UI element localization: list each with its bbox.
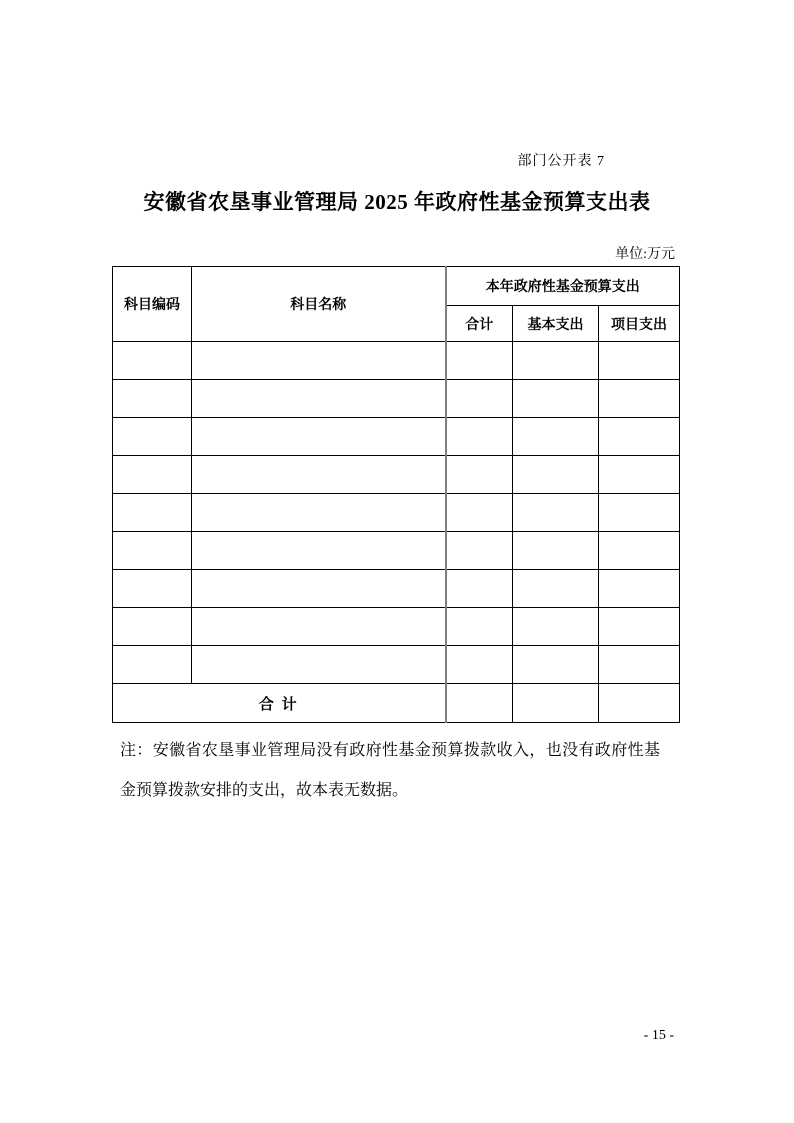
table-cell — [113, 456, 192, 494]
budget-table — [112, 266, 680, 723]
total-label-cell: 合 计 — [113, 684, 446, 723]
page-title: 安徽省农垦事业管理局 2025 年政府性基金预算支出表 — [143, 190, 651, 214]
table-cell — [513, 646, 599, 684]
table-cell — [446, 494, 513, 532]
table-cell — [446, 380, 513, 418]
table-cell — [513, 532, 599, 570]
table-cell — [599, 494, 680, 532]
table-cell — [192, 380, 446, 418]
table-cell — [113, 646, 192, 684]
table-cell — [446, 342, 513, 380]
table-cell — [446, 646, 513, 684]
table-body — [113, 342, 680, 684]
header-subject-name: 科目名称 — [192, 267, 446, 342]
table-cell — [513, 418, 599, 456]
table-cell — [113, 494, 192, 532]
table-row — [113, 532, 680, 570]
table-cell — [446, 570, 513, 608]
table-cell — [599, 456, 680, 494]
table-row — [113, 646, 680, 684]
header-total: 合计 — [446, 306, 513, 342]
table-cell — [599, 570, 680, 608]
table-row — [113, 570, 680, 608]
table-row — [113, 494, 680, 532]
table-cell — [446, 418, 513, 456]
page-number: - 15 - — [643, 1028, 674, 1043]
total-basic-cell — [513, 684, 599, 723]
table-cell — [513, 456, 599, 494]
table-cell — [113, 342, 192, 380]
table-cell — [513, 342, 599, 380]
table-cell — [113, 380, 192, 418]
table-cell — [599, 608, 680, 646]
table-cell — [192, 646, 446, 684]
table-cell — [192, 456, 446, 494]
header-basic-expenditure: 基本支出 — [513, 306, 599, 342]
table-cell — [599, 342, 680, 380]
table-cell — [513, 380, 599, 418]
table-cell — [192, 342, 446, 380]
table-cell — [192, 494, 446, 532]
table-cell — [113, 608, 192, 646]
doc-type-label: 部门公开表 7 — [517, 154, 605, 169]
table-cell — [513, 494, 599, 532]
table-row — [113, 380, 680, 418]
note-paragraph: 注：安徽省农垦事业管理局没有政府性基金预算拨款收入，也没有政府性基金预算拨款安排的支出，故本表无数据。 — [120, 742, 660, 799]
table-cell — [192, 570, 446, 608]
table-cell — [599, 380, 680, 418]
header-fund-budget-group: 本年政府性基金预算支出 — [446, 267, 680, 306]
header-project-expenditure: 项目支出 — [599, 306, 680, 342]
table-header — [113, 267, 680, 342]
table-cell — [446, 532, 513, 570]
total-row — [113, 684, 680, 723]
table-cell — [446, 456, 513, 494]
table-cell — [192, 608, 446, 646]
table-cell — [192, 532, 446, 570]
table-cell — [599, 646, 680, 684]
table-cell — [113, 532, 192, 570]
table-cell — [113, 570, 192, 608]
table-cell — [113, 418, 192, 456]
header-row-1 — [113, 267, 680, 306]
total-sum-cell — [446, 684, 513, 723]
table-row — [113, 342, 680, 380]
table-row — [113, 418, 680, 456]
total-project-cell — [599, 684, 680, 723]
table-cell — [192, 418, 446, 456]
table-footer — [113, 684, 680, 723]
table-cell — [599, 532, 680, 570]
header-subject-code: 科目编码 — [113, 267, 192, 342]
table-cell — [513, 608, 599, 646]
table-row — [113, 608, 680, 646]
table-cell — [599, 418, 680, 456]
table-row — [113, 456, 680, 494]
table-cell — [513, 570, 599, 608]
unit-label: 单位:万元 — [615, 247, 675, 262]
table-cell — [446, 608, 513, 646]
